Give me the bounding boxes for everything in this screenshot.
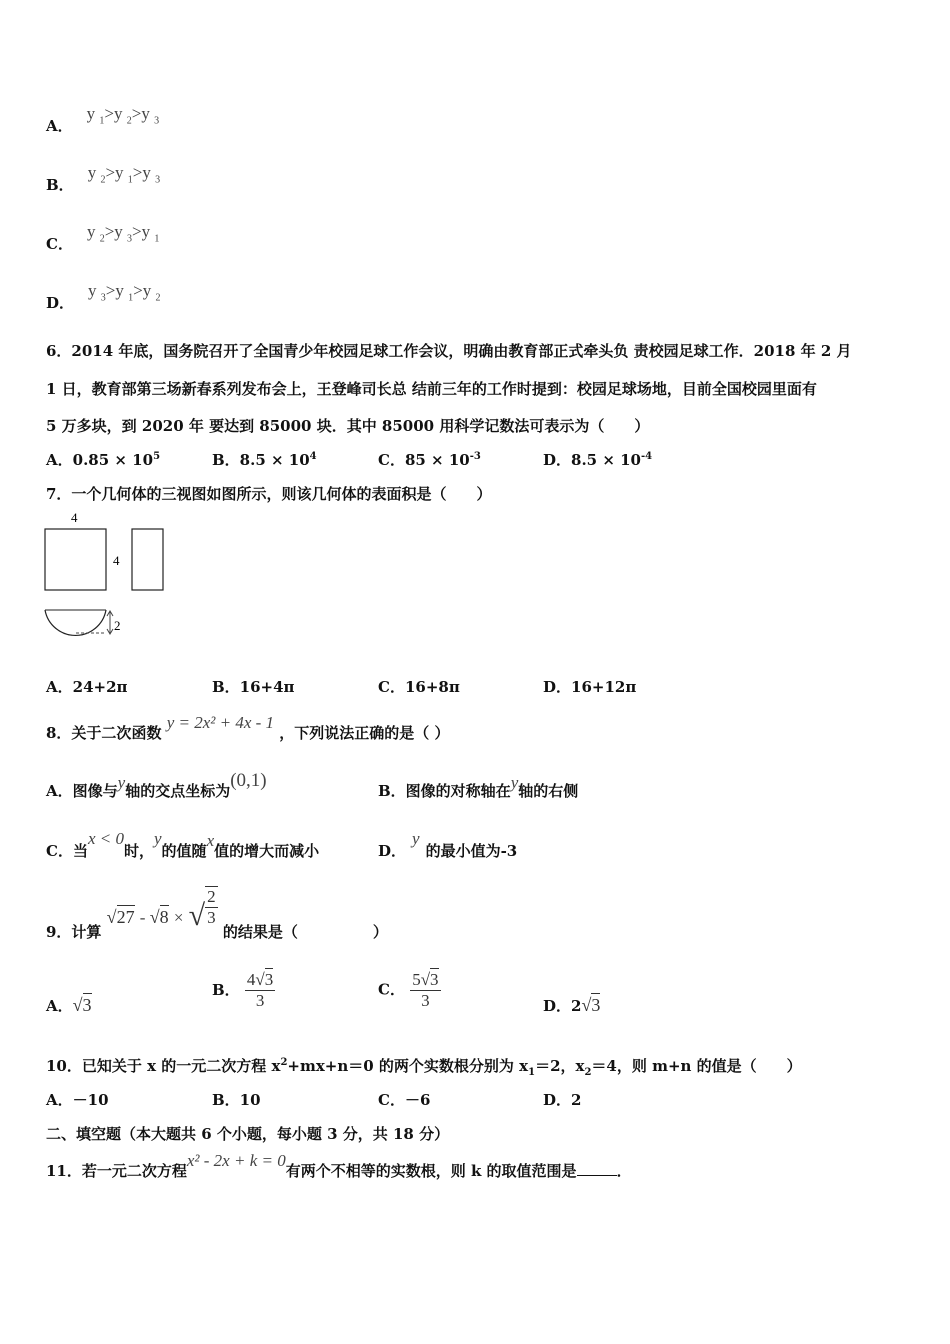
q6-option-a: A．$0.85 \times 10^5$ (46, 451, 161, 469)
answer-blank[interactable] (577, 1175, 617, 1176)
q6-option-d: D．$8.5 \times 10^{-4}$ (543, 451, 653, 469)
q6-line3: 5 万多块，到 2020 年 要达到 85000 块．其中 85000 用科学记数法可表示为（ ） (46, 417, 650, 435)
q8-option-c: C．当x < 0时，y的值随x值的增大而减小 (46, 829, 320, 860)
q6-option-b: B．$8.5 \times 10^4$ (212, 451, 317, 469)
q10-option-b: B．10 (212, 1091, 261, 1109)
side-view-rect (132, 529, 163, 590)
q10-option-a: A．－10 (46, 1091, 109, 1109)
q6-line2: 1 日，教育部第三场新春系列发布会上，王登峰司长总 结前三年的工作时提到：校园足球场地，目前全国校园里面有 (46, 380, 817, 398)
q7-option-a: A．24+2π (46, 678, 128, 696)
dim-side: 4 (113, 553, 120, 568)
section-2-heading: 二、填空题（本大题共 6 个小题，每小题 3 分，共 18 分） (46, 1125, 450, 1143)
q11-stem: 11．若一元二次方程x² - 2x + k = 0有两个不相等的实数根，则 k 的取值范围是 ． (46, 1151, 632, 1180)
q10-option-d: D．2 (543, 1091, 582, 1109)
q8-option-b: B．图像的对称轴在y轴的右侧 (378, 773, 579, 800)
q7-three-views (40, 505, 180, 645)
q8-function: y = 2x² + 4x - 1 (166, 713, 275, 732)
dim-bottom: 2 (114, 618, 121, 633)
q6-line1: 6．2014 年底，国务院召开了全国青少年校园足球工作会议，明确由教育部正式牵头负 责校园足球工作．2018 年 2 月 (46, 342, 852, 360)
q5-option-d: D．y $_3$>y $_1$>y $_2$ (46, 281, 161, 312)
q8-stem: 8．关于二次函数 y = 2x² + 4x - 1 ，下列说法正确的是（ ） (46, 713, 450, 742)
q7-option-b: B．16+4π (212, 678, 295, 696)
q8-option-a: A．图像与y轴的交点坐标为(0,1) (46, 770, 267, 800)
q9-stem: 9．计算 √27 - √8 × √ $\frac{2}{3}$ 的结果是（ ） (46, 887, 388, 941)
q9-option-c: C． $\frac{5√3}{3}$ (378, 970, 439, 1010)
q9-option-b: B． $\frac{4√3}{3}$ (212, 970, 274, 1010)
q7-text: 7．一个几何体的三视图如图所示，则该几何体的表面积是（ ） (46, 485, 492, 503)
q8-option-d: D．y的最小值为-3 (378, 829, 518, 860)
top-view-semicircle (45, 610, 106, 635)
q5-option-b: B．y $_2$>y $_1$>y $_3$ (46, 163, 161, 194)
q10-stem: 10．已知关于 x 的一元二次方程 $x^2+mx+n=0$ 的两个实数根分别为 $x_1=2$，$x_2=4$，则 m+n 的值是（ ） (46, 1057, 802, 1078)
q9-option-a: A．√3 (46, 995, 92, 1015)
dim-top: 4 (71, 510, 78, 525)
q5-option-a: A．y $_1$>y $_2$>y $_3$ (46, 104, 160, 135)
q11-equation: x² - 2x + k = 0 (186, 1151, 286, 1170)
q6-option-c: C．$85 \times 10^{-3}$ (378, 451, 481, 469)
q7-option-d: D．16+12π (543, 678, 637, 696)
q9-option-d: D．2√3 (543, 995, 601, 1015)
q5-option-c: C．y $_2$>y $_3$>y $_1$ (46, 222, 160, 253)
front-view-square (45, 529, 106, 590)
q10-option-c: C．－6 (378, 1091, 431, 1109)
q7-option-c: C．16+8π (378, 678, 460, 696)
